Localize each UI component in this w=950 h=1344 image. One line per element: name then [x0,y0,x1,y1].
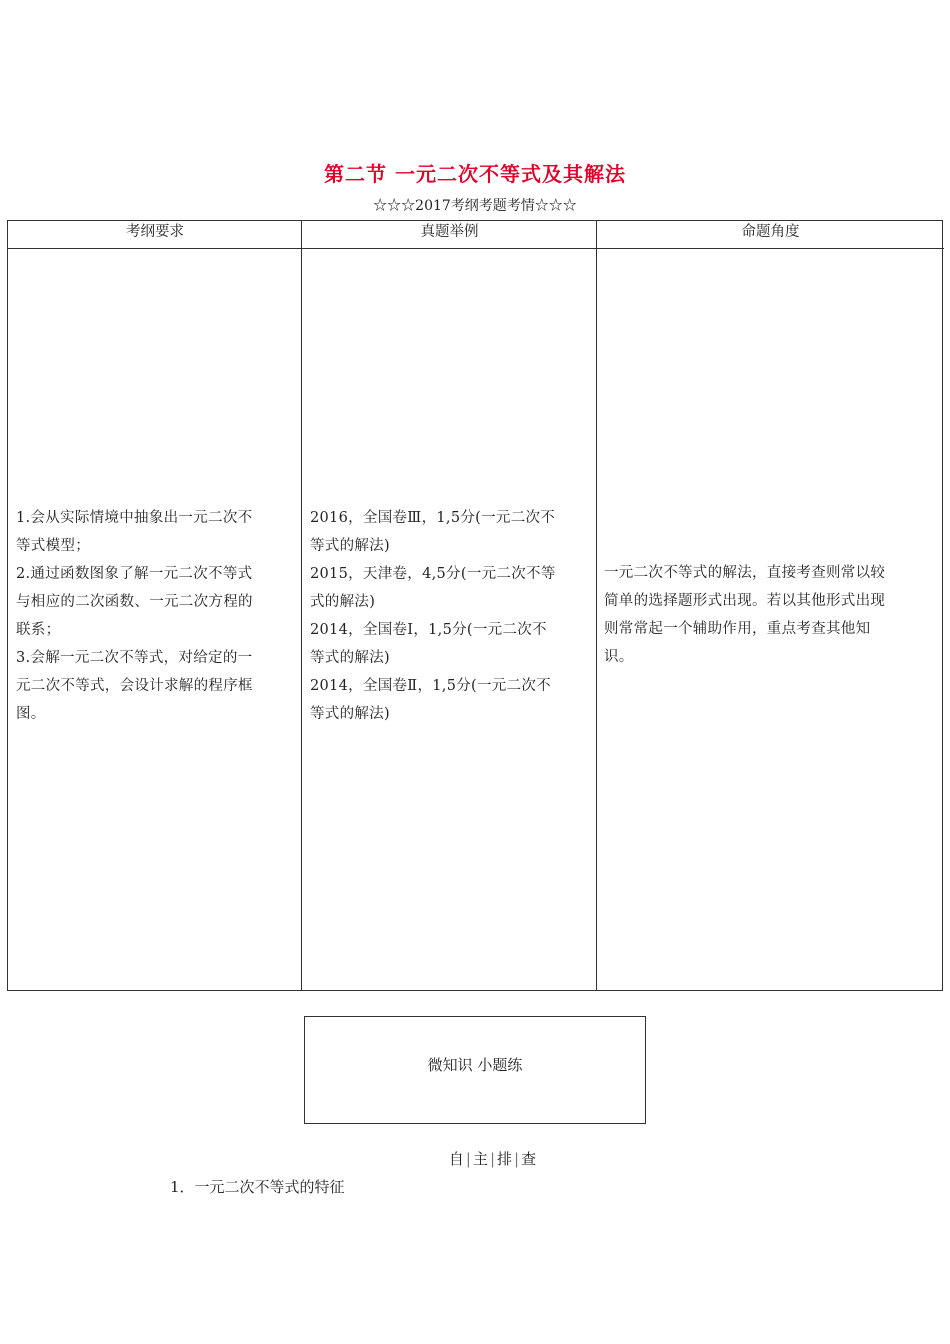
text-line: 识。 [604,649,634,665]
requirements-cell [16,504,300,728]
text-line: 联系； [16,622,61,638]
divider-bar: | [465,1150,471,1168]
text-line: 2014，全国卷Ⅱ，1,5分(一元二次不 [310,678,551,694]
column-divider [596,221,597,990]
heading-char: 查 [521,1150,537,1168]
section-subtitle: ☆☆☆2017考纲考题考情☆☆☆ [373,198,577,214]
text-line: 等式的解法) [310,650,390,666]
text-line: 3.会解一元二次不等式，对给定的一 [16,650,253,666]
text-line: 1.会从实际情境中抽象出一元二次不 [16,510,253,526]
examples-cell [310,504,594,728]
exam-outline-table [7,220,943,991]
text-line: 与相应的二次函数、一元二次方程的 [16,594,253,610]
heading-char: 排 [497,1150,513,1168]
header-angle: 命题角度 [597,221,944,249]
box-label: 微知识 小题练 [427,1056,523,1074]
point-heading: 1．一元二次不等式的特征 [170,1178,345,1196]
header-examples: 真题举例 [302,221,597,249]
text-line: 2016，全国卷Ⅲ，1,5分(一元二次不 [310,510,556,526]
text-line: 等式的解法) [310,538,390,554]
text-line: 2015，天津卷，4,5分(一元二次不等 [310,566,556,582]
text-line: 图。 [16,706,46,722]
angle-cell [604,559,938,671]
text-line: 简单的选择题形式出现。若以其他形式出现 [604,593,886,609]
divider-bar: | [489,1150,496,1168]
header-requirements: 考纲要求 [8,221,302,249]
micro-knowledge-box [304,1016,646,1124]
section-title: 第二节 一元二次不等式及其解法 [324,162,626,186]
text-line: 2014，全国卷Ⅰ，1,5分(一元二次不 [310,622,547,638]
heading-char: 自 [448,1150,464,1168]
text-line: 则常常起一个辅助作用，重点考查其他知 [604,621,871,637]
text-line: 一元二次不等式的解法，直接考查则常以较 [604,565,886,581]
text-line: 2.通过函数图象了解一元二次不等式 [16,566,253,582]
text-line: 元二次不等式，会设计求解的程序框 [16,678,253,694]
text-line: 等式的解法) [310,706,390,722]
self-check-heading [0,1148,950,1169]
heading-char: 主 [472,1150,488,1168]
text-line: 等式模型； [16,538,90,554]
column-divider [301,221,302,990]
divider-bar: | [514,1150,520,1168]
text-line: 式的解法) [310,594,376,610]
